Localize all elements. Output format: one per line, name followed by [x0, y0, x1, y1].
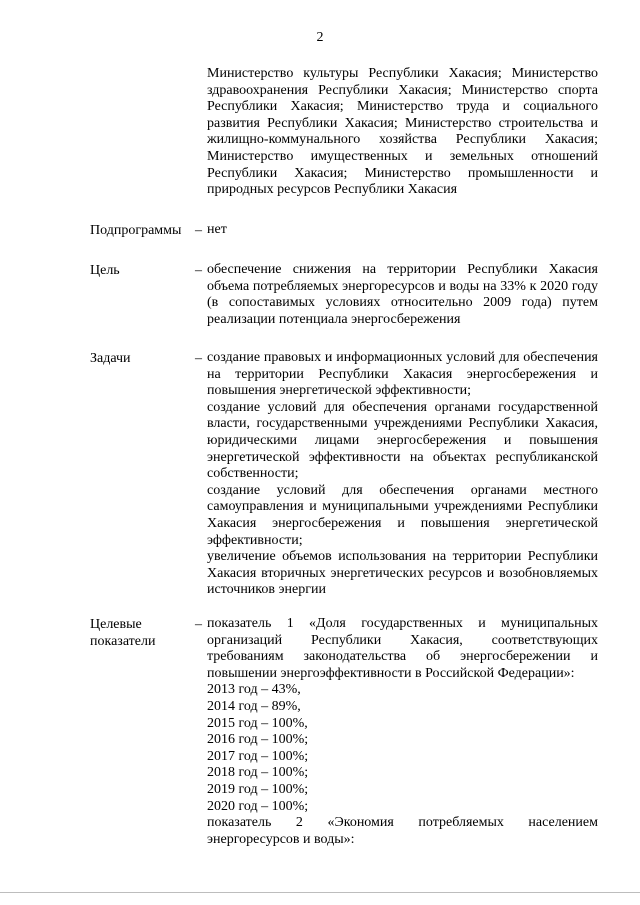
year-value: 2014 год – 89%, — [207, 698, 301, 714]
tasks-list — [207, 350, 598, 599]
year-value: 2018 год – 100%; — [207, 765, 309, 781]
year-value: 2020 год – 100%; — [207, 798, 309, 814]
executors-paragraph: Министерство культуры Республики Хакасия; Министерство здравоохранения Республики Хакасия; Министерство спорта Республики Хакасия; Министерство труда и социального развития Республики Хакасия; Министерство строительства и жилищно-коммунального хозяйства Республики Хакасия; Министерство имущественных и земельных отношений Республики Хакасия; Министерство промышленности и природных ресурсов Республики Хакасия — [207, 66, 598, 198]
year-value: 2013 год – 43%, — [207, 682, 301, 698]
subprograms-label: Подпрограммы — [90, 223, 182, 238]
page-edge-divider — [0, 892, 640, 893]
tasks-dash: – — [195, 351, 202, 366]
task-item: создание условий для обеспечения органами местного самоуправления и муниципальными учреждениями Республики Хакасия энергосбережения и повышения энергетической эффективности; — [207, 482, 598, 548]
executors-text — [207, 66, 598, 199]
goal-text — [207, 262, 598, 328]
subprograms-dash: – — [195, 223, 202, 238]
indicators-label-line1: Целевые — [90, 617, 142, 632]
goal-paragraph: обеспечение снижения на территории Республики Хакасия объема потребляемых энергоресурсов и воды на 33% к 2020 году (в сопоставимых условиях относительно 2009 года) путем реализации потенциала энергосбережения — [207, 262, 598, 327]
page-number: 2 — [316, 30, 324, 45]
year-value: 2019 год – 100%; — [207, 781, 309, 797]
indicators-label — [90, 616, 190, 650]
goal-dash: – — [195, 263, 202, 278]
tasks-label: Задачи — [90, 351, 131, 366]
goal-label: Цель — [90, 263, 120, 278]
indicator-1-years — [207, 682, 598, 815]
task-item: создание условий для обеспечения органами государственной власти, государственными учреждениями Республики Хакасия, юридическими лицами энергосбережения и повышения энергетической эффективности на объектах республиканской собственности; — [207, 399, 598, 482]
indicator-1-text: показатель 1 «Доля государственных и муниципальных организаций Республики Хакасия, соответствующих требованиям законодательства об энергосбережении и повышении энергоэффективности в Российской Федерации»: — [207, 616, 598, 681]
task-item: увеличение объемов использования на территории Республики Хакасия вторичных энергетических ресурсов и возобновляемых источников энергии — [207, 549, 598, 598]
subprograms-text — [207, 222, 598, 239]
year-value: 2017 год – 100%; — [207, 748, 309, 764]
year-value: 2016 год – 100%; — [207, 732, 309, 748]
indicators-content — [207, 616, 598, 848]
subprograms-value: нет — [207, 222, 227, 237]
task-item: создание правовых и информационных условий для обеспечения на территории Республики Хакасия энергосбережения и повышения энергетической эффективности; — [207, 350, 598, 399]
year-value: 2015 год – 100%, — [207, 715, 308, 731]
indicators-dash: – — [195, 617, 202, 632]
indicators-label-line2: показатели — [90, 634, 156, 649]
indicator-2-text: показатель 2 «Экономия потребляемых населением энергоресурсов и воды»: — [207, 815, 598, 847]
